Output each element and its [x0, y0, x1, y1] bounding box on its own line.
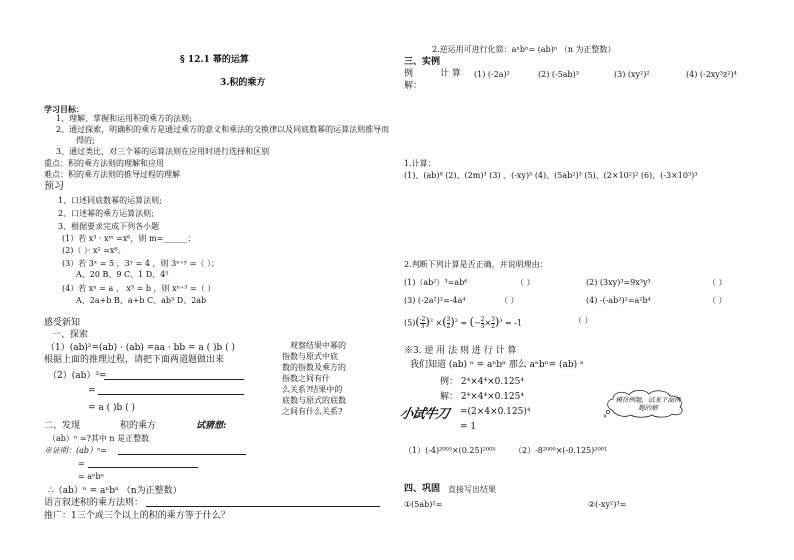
reverse-usage: 2.逆运用可进行化简：aⁿbⁿ= (ab)ⁿ （n 为正整数） — [432, 45, 616, 54]
preview-heading: 预习 — [44, 181, 64, 192]
calc-heading: 1.计算： — [404, 159, 436, 168]
reverse-heading: ※3. 逆 用 法 则 进 行 计 算 — [404, 346, 517, 356]
example-item: (1) (-2a)² — [474, 70, 510, 79]
judge-blank[interactable]: （ ） — [516, 278, 535, 287]
answer-line — [98, 394, 244, 395]
judge-statement: (4) -(-ab²)²=a²b⁴ — [586, 296, 651, 305]
proof-result: = aⁿbⁿ — [78, 472, 105, 481]
preview-question: (1）若 x³ · xᵐ =x⁶，则 m=______； — [62, 234, 196, 243]
preview-question: (2)（ ）· x² =x⁸。 — [62, 246, 126, 255]
extension-question: 推广：1三个或三个以上的积的乘方等于什么？ — [44, 511, 230, 521]
test-item: （1）(-4)²⁰⁰⁵×(0.25)²⁰⁰⁵ — [404, 446, 496, 455]
cloud-text: 模仿例题，试来下面两题的解 — [615, 396, 681, 412]
reverse-solution: 解： 2⁴×4⁴×0.125⁴ — [440, 392, 524, 402]
reverse-known: 我们知道 (ab) ⁿ = aⁿbⁿ 那么 aⁿbⁿ= (ab) ⁿ — [410, 360, 584, 370]
section-title: § 12.1 幂的运算 — [180, 55, 249, 65]
side-note-line: 之间有什么关系? — [282, 407, 343, 416]
judge-blank[interactable]: （ ） — [708, 278, 727, 287]
judge-statement: (2) (3xy)³=9x³y³ — [586, 278, 651, 287]
judge-blank[interactable]: （ ） — [708, 296, 727, 305]
goal-item: 得的; — [76, 136, 95, 145]
judge-statement: (3) (-2a²)²=-4a⁴ — [404, 296, 466, 305]
consolidate-item: ①(5ab)²= — [404, 500, 443, 509]
new-knowledge-heading: 感受新知 — [44, 318, 81, 328]
explore-question: （2）(ab）³= — [48, 371, 107, 381]
small-test-title: 小试牛刀 — [398, 407, 450, 422]
judge-row-5: (5)( $\frac{-2}{3}$ )$^3$ ×( $\frac{3}{2}$ )$^3$ = (− $\frac{2}{3}$ × $\frac{3}{2}$ )$^3$ = -1 — [404, 315, 523, 331]
side-note-line: 观察结果中幂的 — [290, 341, 346, 350]
equals-sign: = — [88, 386, 96, 396]
goal-item: 3、通过类比，对三个幂的运算法则在应用时进行选择和区别 — [56, 147, 270, 156]
side-note-line: 指数之间有什 — [282, 374, 330, 383]
consolidate-subtitle: 直接写出结果 — [448, 485, 496, 494]
explore-heading: 一、探索 — [52, 330, 89, 340]
preview-question: (4）若 xⁿ = a ， x³ = b ，则 xⁿ⁺³ =（ ） — [62, 284, 216, 293]
equals-sign: = — [78, 459, 85, 468]
side-note-line: 数的指数及乘方的 — [282, 363, 346, 372]
solution-label: 解： — [404, 81, 423, 91]
answer-line — [88, 467, 198, 468]
judge-5-result: = -1 — [505, 318, 523, 328]
answer-line — [118, 454, 246, 455]
judge-statement: (1)（ab²）³=ab⁶ — [404, 278, 468, 287]
practice-heading: 三、实例 — [404, 57, 441, 67]
judge-heading: 2.判断下列计算是否正确，并说明理由： — [404, 260, 548, 269]
example-instruction: 计 算 — [440, 69, 461, 79]
consolidate-item: ②(-xy²)³= — [588, 500, 627, 509]
side-note-line: 底数与原式的底数 — [282, 396, 346, 405]
example-item: (2) (-5ab)³ — [538, 70, 580, 79]
reverse-answer: = 1 — [460, 422, 477, 432]
key-point: 重点：积的乘方法则的理解和应用 — [44, 159, 164, 168]
goals-heading: 学习目标： — [44, 104, 84, 114]
goal-item: 1、理解、掌握和运用积的乘方的法则; — [56, 114, 192, 123]
preview-options: A、2a+b B、a+b C、ab³ D、2ab — [76, 296, 207, 305]
judge-blank[interactable]: （ ） — [574, 316, 593, 325]
test-item: （2）-8²⁰⁰⁰×(-0.125)²⁰⁰¹ — [514, 446, 608, 455]
side-note-line: 指数与原式中底 — [282, 352, 338, 361]
difficult-point: 难点：积的乘方法则的推导过程的理解 — [44, 170, 180, 179]
verbal-rule: 语言叙述积的乘方法则： — [44, 498, 144, 508]
preview-options: A、20 B、9 C、1 D、4⁵ — [76, 270, 169, 279]
judge-blank[interactable]: （ ） — [500, 296, 519, 305]
preview-item: 1、口述同底数幂的运算法则; — [58, 196, 162, 205]
example-label: 例 — [404, 69, 414, 79]
find-guess: 试猜想: — [196, 421, 227, 431]
consolidate-heading: 四、巩固 — [404, 484, 441, 494]
preview-question: (3）若 3ˣ = 5 ，3ʸ = 4 ，则 3ˣ⁺ʸ =（ ）； — [62, 259, 219, 268]
goal-item: 2、通过探索，明确积的乘方是通过乘方的意义和乘法的交换律以及同底数幂的运算法则推导而 — [56, 125, 390, 134]
find-topic: 积的乘方 — [120, 421, 157, 431]
answer-line — [146, 506, 380, 507]
calc-items: (1)、(ab)⁸ (2)、(2m)³ (3) 、(-xy)⁵ (4)、(5ab²)³ (5)、(2×10²)² (6)、(-3×10³)³ — [404, 171, 698, 180]
explore-formula: （1）(ab)²=(ab) · (ab) =aa · bb = a ( )b ( ) — [46, 343, 236, 353]
conclusion-formula: ∴（ab）ⁿ = aⁿbⁿ （n为正整数） — [48, 486, 182, 496]
proof-label: ※证明：(ab）ⁿ= — [44, 446, 107, 455]
explore-instruction: 根据上面的推理过程，请把下面两道题做出来 — [44, 355, 225, 365]
preview-item: 3、根据要求完成下列各小题 — [58, 222, 160, 231]
find-heading: 二、发现 — [44, 421, 81, 431]
example-item: (4) (-2xy³z²)⁴ — [686, 70, 737, 79]
reverse-step: =(2×4×0.125)⁴ — [460, 407, 531, 417]
example-item: (3) (xy²)² — [614, 70, 650, 79]
side-note-line: 么关系?结果中的 — [282, 385, 343, 394]
reverse-example: 例： 2⁴×4⁴×0.125⁴ — [440, 377, 524, 387]
find-question: （ab）ⁿ =?其中 n 是正整数 — [48, 434, 150, 443]
preview-item: 2、口述幂的乘方运算法则; — [58, 209, 154, 218]
explore-result: = a ( )b ( ) — [88, 403, 136, 413]
lesson-subtitle: 3.积的乘方 — [220, 78, 266, 88]
answer-line — [104, 379, 244, 380]
